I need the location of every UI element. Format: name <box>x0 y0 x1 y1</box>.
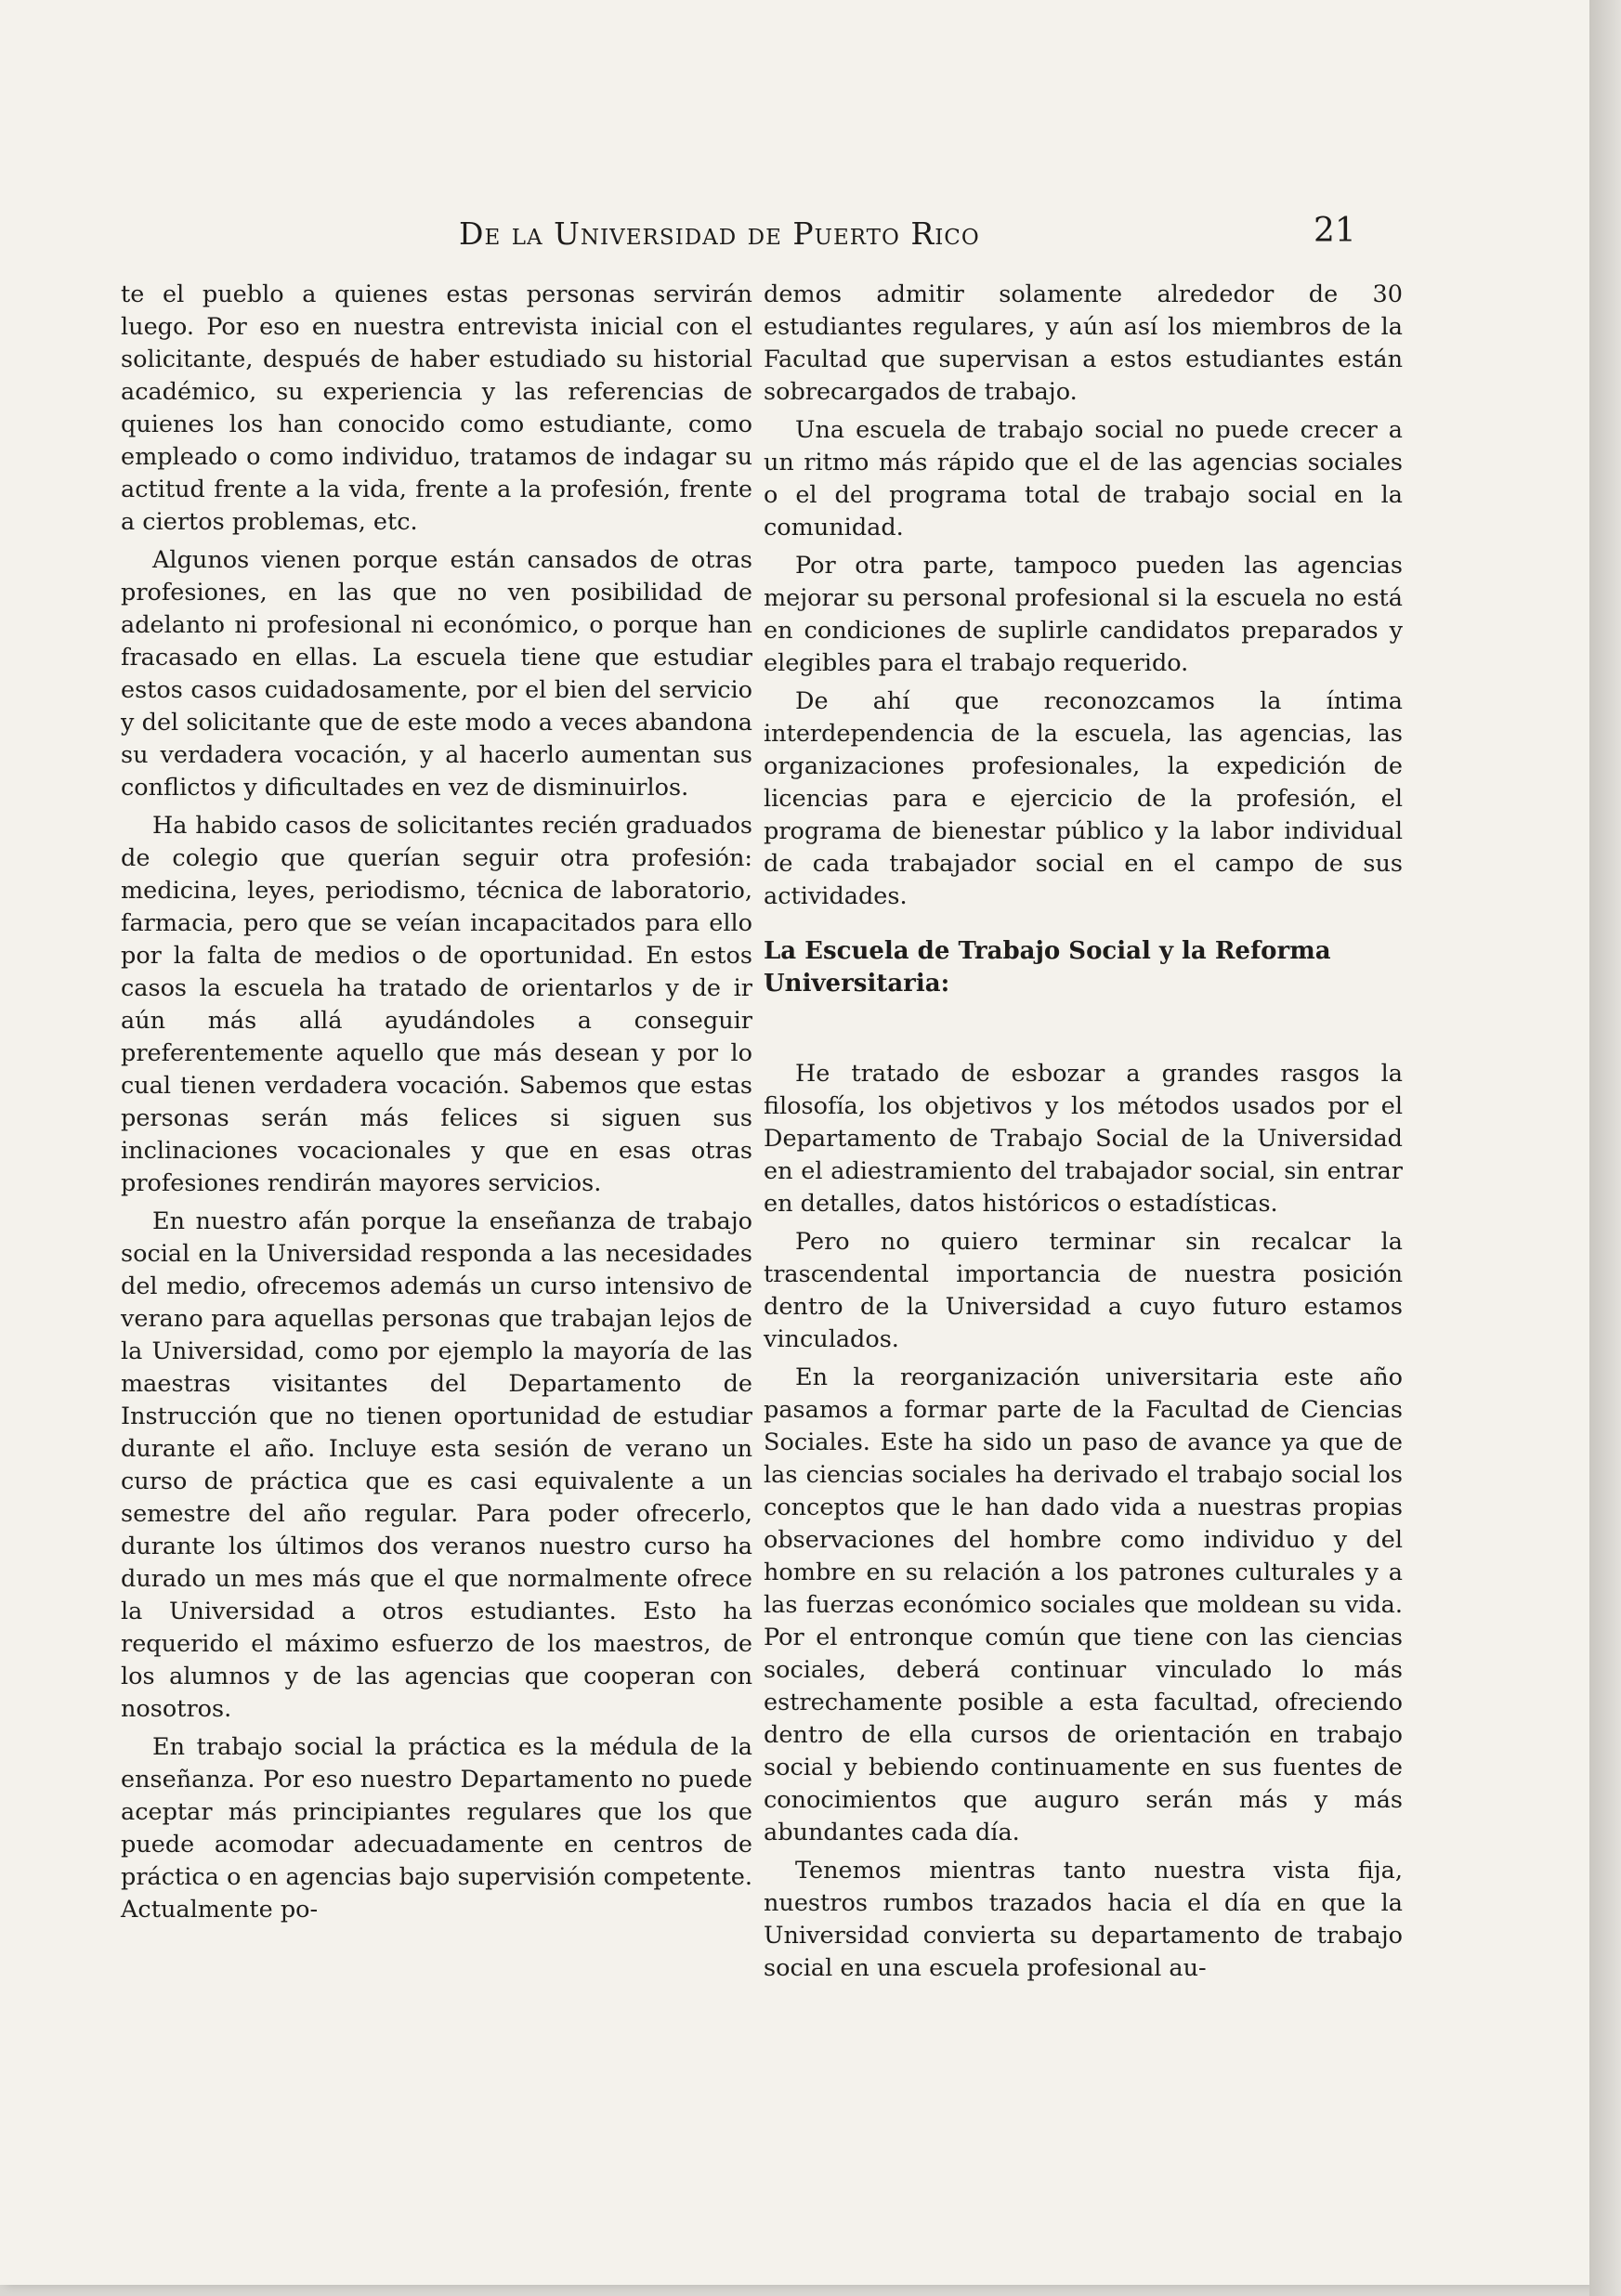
paragraph: En la reorganización universitaria este año pasamos a formar parte de la Facultad de Ciencias Sociales. Este ha sido un paso de avance ya que de las ciencias sociales ha derivado el trabajo social los conceptos que le han dado vida a nuestras propias observaciones del hombre como individuo y del hombre en su relación a los patrones culturales y a las fuerzas económico sociales que moldean su vida. Por el entronque común que tiene con las ciencias sociales, deberá continuar vinculado lo más estrechamente posible a esta facultad, ofreciendo dentro de ella cursos de orientación en trabajo social y bebiendo continuamente en sus fuentes de conocimientos que auguro serán más y más abundantes cada día. <box>764 1363 1403 1846</box>
running-head: De la Universidad de Puerto Rico <box>459 215 980 252</box>
page-edge <box>1589 0 1621 2296</box>
left-column <box>121 279 752 1932</box>
section-heading: La Escuela de Trabajo Social y la Reforma Universitaria: <box>764 937 1331 998</box>
paragraph: Una escuela de trabajo social no puede crecer a un ritmo más rápido que el de las agencias sociales o el del programa total de trabajo social en la comunidad. <box>764 416 1403 541</box>
paragraph: Algunos vienen porque están cansados de otras profesiones, en las que no ven posibilidad de adelanto ni profesional ni económico, o porque han fracasado en ellas. La escuela tiene que estudiar estos casos cuidadosamente, por el bien del servicio y del solicitante que de este modo a veces abandona su verdadera vocación, y al hacerlo aumentan sus conflictos y dificultades en vez de disminuirlos. <box>121 546 752 802</box>
paragraph: De ahí que reconozcamos la íntima interdependencia de la escuela, las agencias, las organizaciones profesionales, la expedición de licencias para e ejercicio de la profesión, el programa de bienestar público y la labor individual de cada trabajador social en el campo de sus actividades. <box>764 687 1403 910</box>
paragraph: te el pueblo a quienes estas personas servirán luego. Por eso en nuestra entrevista inicial con el solicitante, después de haber estudiado su historial académico, su experiencia y las referencias de quienes los han conocido como estudiante, como empleado o como individuo, tratamos de indagar su actitud frente a la vida, frente a la profesión, frente a ciertos problemas, etc. <box>121 280 752 536</box>
paragraph: Por otra parte, tampoco pueden las agencias mejorar su personal profesional si la escuela no está en condiciones de suplirle candidatos preparados y elegibles para el trabajo requerido. <box>764 552 1403 677</box>
paragraph: Ha habido casos de solicitantes recién graduados de colegio que querían seguir otra profesión: medicina, leyes, periodismo, técnica de laboratorio, farmacia, pero que se veían incapacitados para ello por la falta de medios o de oportunidad. En estos casos la escuela ha tratado de orientarlos y de ir aún más allá ayudándoles a conseguir preferentemente aquello que más desean y por lo cual tienen verdadera vocación. Sabemos que estas personas serán más felices si siguen sus inclinaciones vocacionales y que en esas otras profesiones rendirán mayores servicios. <box>121 812 752 1197</box>
paragraph: En trabajo social la práctica es la médula de la enseñanza. Por eso nuestro Departamento no puede aceptar más principiantes regulares que los que puede acomodar adecuadamente en centros de práctica o en agencias bajo supervisión competente. Actualmente po- <box>121 1733 752 1924</box>
paragraph: He tratado de esbozar a grandes rasgos la filosofía, los objetivos y los métodos usados por el Departamento de Trabajo Social de la Universidad en el adiestramiento del trabajador social, sin entrar en detalles, datos históricos o estadísticas. <box>764 1060 1403 1218</box>
paragraph: Tenemos mientras tanto nuestra vista fija, nuestros rumbos trazados hacia el día en que la Universidad convierta su departamento de trabajo social en una escuela profesional au- <box>764 1857 1403 1982</box>
right-column <box>764 279 1403 1990</box>
page-number: 21 <box>1314 212 1356 250</box>
paragraph: demos admitir solamente alrededor de 30 estudiantes regulares, y aún así los miembros de la Facultad que supervisan a estos estudiantes están sobrecargados de trabajo. <box>764 280 1403 406</box>
paragraph: En nuestro afán porque la enseñanza de trabajo social en la Universidad responda a las necesidades del medio, ofrecemos además un curso intensivo de verano para aquellas personas que trabajan lejos de la Universidad, como por ejemplo la mayoría de las maestras visitantes del Departamento de Instrucción que no tienen oportunidad de estudiar durante el año. Incluye esta sesión de verano un curso de práctica que es casi equivalente a un semestre del año regular. Para poder ofrecerlo, durante los últimos dos veranos nuestro curso ha durado un mes más que el que normalmente ofrece la Universidad a otros estudiantes. Esto ha requerido el máximo esfuerzo de los maestros, de los alumnos y de las agencias que cooperan con nosotros. <box>121 1207 752 1723</box>
paragraph: Pero no quiero terminar sin recalcar la trascendental importancia de nuestra posición dentro de la Universidad a cuyo futuro estamos vinculados. <box>764 1228 1403 1353</box>
